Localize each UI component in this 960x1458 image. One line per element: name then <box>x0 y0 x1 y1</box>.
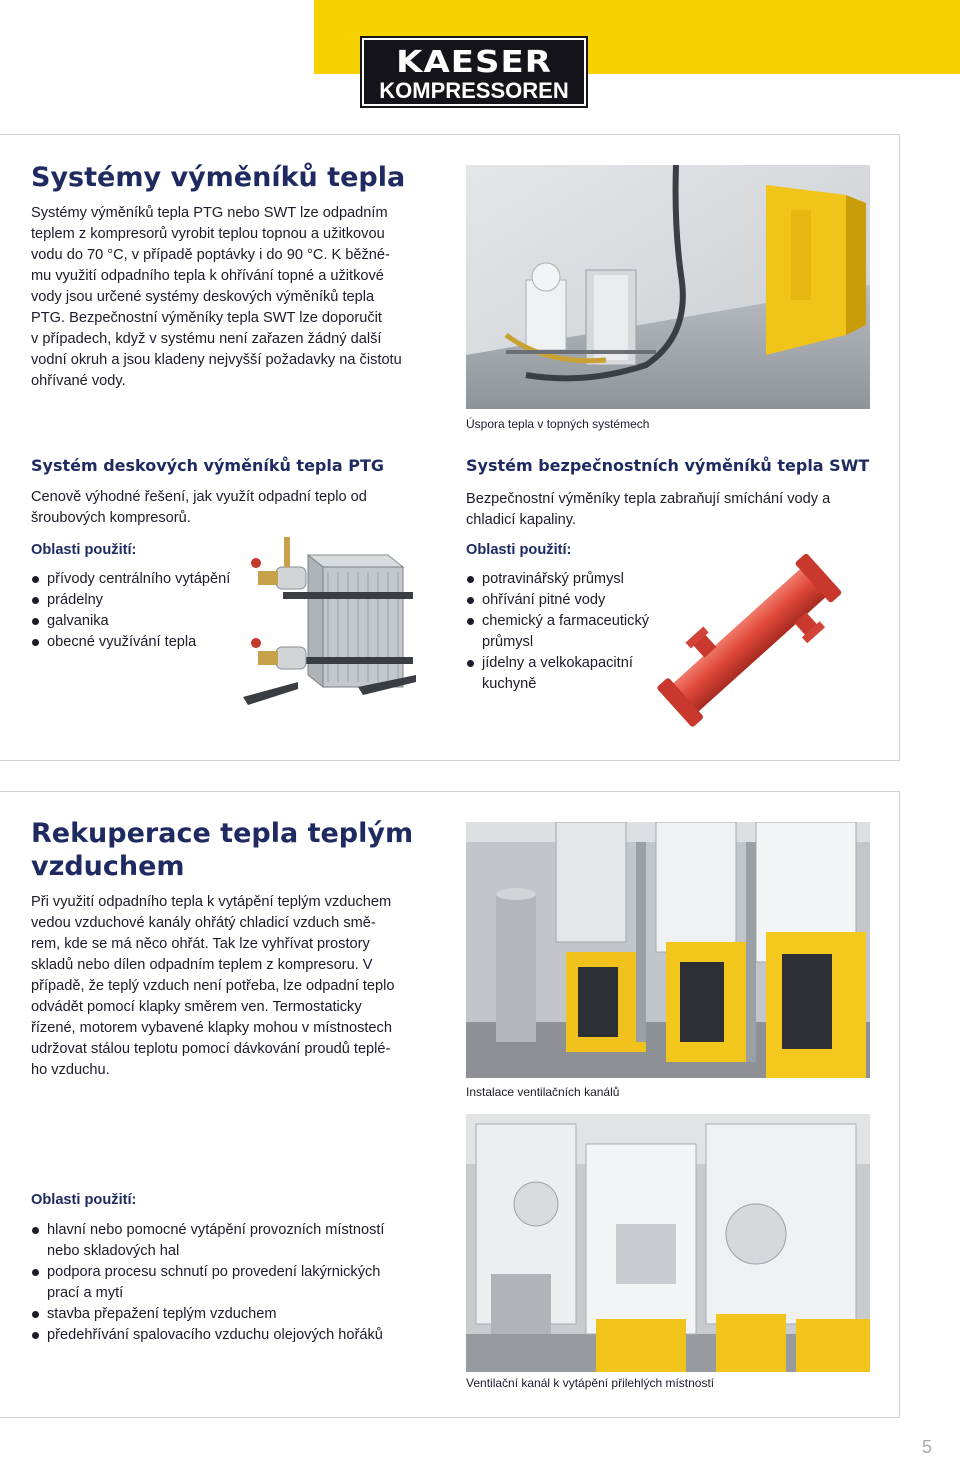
list-item: stavba přepažení teplým vzduchem <box>31 1304 384 1325</box>
intro-text: Systémy výměníků tepla PTG nebo SWT lze odpadním teplem z kompresorů vyrobit teplou topnou a užitkovou vodu do 70 °C, v případě poptávky i do 90 °C. K běžné- mu využití odpadního tepla k ohřívání topné a užitkové vody jsou určené systémy deskových výměníků tepla PTG. Bezpečnostní výměníky tepla SWT lze doporučit v případech, když v systému není zařazen žádný další vodní okruh a jsou kladeny nejvyšší požadavky na čistotu ohřívané vody. <box>31 205 402 389</box>
logo-line-kaeser: KAESER <box>396 44 552 80</box>
list-item: chemický a farmaceutický průmysl <box>466 611 649 653</box>
kaeser-logo <box>362 38 586 106</box>
list-item: hlavní nebo pomocné vytápění provozních místností nebo skladových hal <box>31 1220 384 1262</box>
air-heat-recovery-panel <box>0 791 900 1418</box>
plate-heat-exchanger-image <box>238 537 420 711</box>
photo-caption: Úspora tepla v topných systémech <box>466 417 650 431</box>
air-application-list <box>31 1220 384 1346</box>
compressor-heat-recovery-photo <box>466 165 870 409</box>
page-number: 5 <box>922 1437 933 1457</box>
photo-caption: Ventilační kanál k vytápění přilehlých místností <box>466 1376 715 1390</box>
section-title: Systémy výměníků tepla <box>31 162 406 193</box>
list-item: prádelny <box>31 590 230 611</box>
logo-line-kompressoren: KOMPRESSOREN <box>379 78 569 103</box>
heat-exchanger-panel <box>0 134 900 761</box>
ptg-title: Systém deskových výměníků tepla PTG <box>31 456 384 475</box>
list-item: podpora procesu schnutí po provedení lakýrnických prací a mytí <box>31 1262 384 1304</box>
list-item: potravinářský průmysl <box>466 569 649 590</box>
swt-title: Systém bezpečnostních výměníků tepla SWT <box>466 456 870 475</box>
list-item: předehřívání spalovacího vzduchu olejových hořáků <box>31 1325 384 1346</box>
swt-description: Bezpečnostní výměníky tepla zabraňují smíchání vody a chladicí kapaliny. <box>466 491 831 528</box>
list-item: obecné využívání tepla <box>31 632 230 653</box>
body-text: Při využití odpadního tepla k vytápění teplým vzduchem vedou vzduchové kanály ohřátý chladicí vzduch smě- rem, kde se má něco ohřát. Tak lze vyhřívat prostory skladů nebo dílen odpadním teplem z kompresoru. V případě, že teplý vzduch není potřeba, lze odpadní teplo odvádět pomocí klapky směrem ven. Termostaticky řízené, motorem vybavené klapky mohou v místnostech udržovat stálou teplotu pomocí dávkování proudů teplé- ho vzduchu. <box>31 894 395 1078</box>
ptg-areas-label: Oblasti použití: <box>31 542 137 558</box>
ventilation-ducts-photo <box>466 822 870 1078</box>
ptg-description: Cenově výhodné řešení, jak využít odpadní teplo od šroubových kompresorů. <box>31 489 367 526</box>
section-title: Rekuperace tepla teplým vzduchem <box>31 818 414 882</box>
ptg-application-list <box>31 569 230 653</box>
swt-application-list <box>466 569 649 695</box>
photo-caption: Instalace ventilačních kanálů <box>466 1085 620 1099</box>
list-item: jídelny a velkokapacitní kuchyně <box>466 653 649 695</box>
list-item: ohřívání pitné vody <box>466 590 649 611</box>
areas-label: Oblasti použití: <box>31 1192 137 1208</box>
safety-heat-exchanger-image <box>645 553 855 728</box>
list-item: přívody centrálního vytápění <box>31 569 230 590</box>
swt-areas-label: Oblasti použití: <box>466 542 572 558</box>
list-item: galvanika <box>31 611 230 632</box>
ventilation-channel-photo <box>466 1114 870 1372</box>
